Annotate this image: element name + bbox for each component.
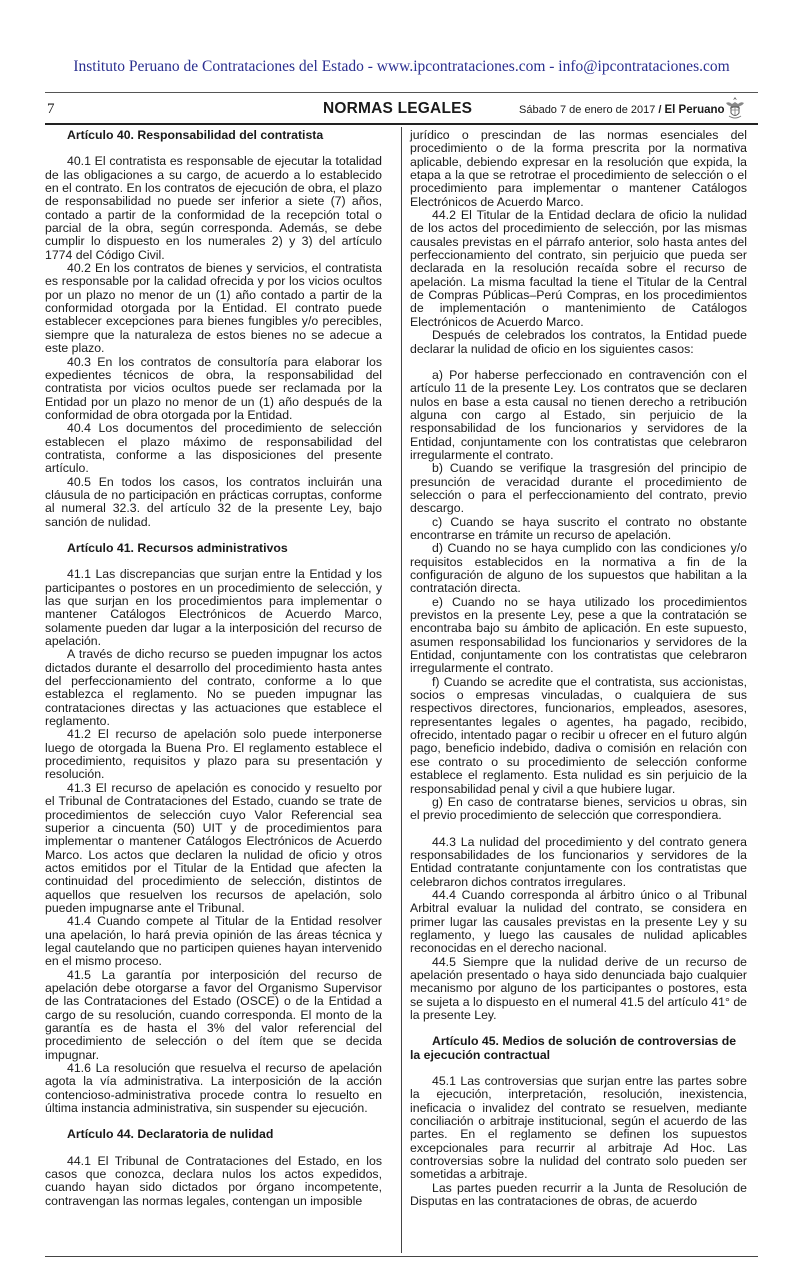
paragraph: 41.2 El recurso de apelación solo puede interponerse luego de otorgada la Buena Pro. El reglamento establece el procedimiento, requisitos y plazo para su presentación y resolución. xyxy=(45,727,382,782)
banner-divider xyxy=(45,92,758,93)
paragraph: Las partes pueden recurrir a la Junta de Resolución de Disputas en las contrataciones de obras, de acuerdo xyxy=(410,1180,747,1209)
article-44-heading: Artículo 44. Declaratoria de nulidad xyxy=(67,1127,274,1142)
paragraph: 40.4 Los documentos del procedimiento de selección establecen el plazo máximo de responsabilidad del contratista, conforme a las disposiciones del presente artículo. xyxy=(45,421,382,476)
page-number: 7 xyxy=(47,101,55,117)
paragraph: 40.5 En todos los casos, los contratos incluirán una cláusula de no participación en prácticas corruptas, conforme al numeral 32.3. del artículo 32 de la presente Ley, bajo sanción de nulidad. xyxy=(45,474,382,529)
list-item: g) En caso de contratarse bienes, servicios u obras, sin el previo procedimiento de selección que correspondiera. xyxy=(410,794,747,823)
masthead xyxy=(45,100,758,122)
list-item: f) Cuando se acredite que el contratista, sus accionistas, socios o empresas vinculadas, o cualquiera de sus respectivos directores, funcionarios, empleados, asesores, representantes legales o agentes, ha pagado, recibido, ofrecido, intentado pagar o recibir u ofrecer en el futuro algún pago, beneficio indebido, dadiva o comisión en relación con ese contrato o su procedimiento de selección conforme establece el reglamento. Esta nulidad es sin perjuicio de la responsabilidad penal y civil a que hubiere lugar. xyxy=(410,674,747,796)
list-item: c) Cuando se haya suscrito el contrato no obstante encontrarse en trámite un recurso de apelación. xyxy=(410,514,747,542)
date-line xyxy=(519,104,725,116)
paragraph: 44.4 Cuando corresponda al árbitro único o al Tribunal Arbitral evaluar la nulidad del contrato, se considera en primer lugar las causales previstas en la presente Ley y su reglamento, y luego las causales de nulidad aplicables reconocidas en el derecho nacional. xyxy=(410,887,747,956)
coat-of-arms-icon xyxy=(724,96,746,120)
paragraph: 40.1 El contratista es responsable de ejecutar la totalidad de las obligaciones a su cargo, de acuerdo a lo establecido en el contrato. En los contratos de ejecución de obra, el plazo de responsabilidad no puede ser inferior a siete (7) años, contado a partir de la conformidad de la recepción total o parcial de la obra, según corresponda. Además, se debe cumplir lo dispuesto en los numerales 2) y 3) del artículo 1774 del Código Civil. xyxy=(45,154,382,262)
left-column xyxy=(45,129,382,1208)
list-item: e) Cuando no se haya utilizado los procedimientos previstos en la presente Ley, pese a que la contratación se encontraba bajo su ámbito de aplicación. En este supuesto, asumen responsabilidad los funcionarios y servidores de la Entidad, conjuntamente con los contratistas que celebraron irregularmente el contrato. xyxy=(410,594,747,676)
paragraph: 41.5 La garantía por interposición del recurso de apelación debe otorgarse a favor del Organismo Supervisor de las Contrataciones del Estado (OSCE) o de la Entidad a cargo de su resolución, cuando corresponda. El monto de la garantía es de hasta el 3% del valor referencial del procedimiento de selección o del ítem que se decida impugnar. xyxy=(45,967,382,1062)
list-item: d) Cuando no se haya cumplido con las condiciones y/o requisitos establecidos en la normativa a fin de la configuración de alguno de los supuestos que habilitan a la contratación directa. xyxy=(410,541,747,596)
paragraph: 41.1 Las discrepancias que surjan entre la Entidad y los participantes o postores en un procedimiento de selección, y las que surjan en los procedimientos para implementar o mantener Catálogos Electrónicos de Acuerdo Marco, solamente pueden dar lugar a la interposición del recurso de apelación. xyxy=(45,567,382,649)
list-item: a) Por haberse perfeccionado en contravención con el artículo 11 de la presente Ley. Los contratos que se declaren nulos en base a esta causal no tienen derecho a retribución alguna con cargo al Estado, sin perjuicio de la responsabilidad de los funcionarios y servidores de la Entidad, conjuntamente con los contratistas que celebraron irregularmente el contrato. xyxy=(410,367,747,462)
paragraph: 44.2 El Titular de la Entidad declara de oficio la nulidad de los actos del procedimiento de selección, por las mismas causales previstas en el párrafo anterior, solo hasta antes del perfeccionamiento del contrato, sin perjuicio que pueda ser declarada en la resolución recaída sobre el recurso de apelación. La misma facultad la tiene el Titular de la Central de Compras Públicas–Perú Compras, en los procedimientos de implementación o mantenimiento de Catálogos Electrónicos de Acuerdo Marco. xyxy=(410,208,747,329)
paragraph: 44.3 La nulidad del procedimiento y del contrato genera responsabilidades de los funcionarios y servidores de la Entidad contratante conjuntamente con los contratistas que celebraron dichos contratos irregulares. xyxy=(410,834,747,889)
paragraph: 41.4 Cuando compete al Titular de la Entidad resolver una apelación, lo hará previa opinión de las áreas técnica y legal cautelando que no participen quienes hayan intervenido en el mismo proceso. xyxy=(45,914,382,969)
footer-divider xyxy=(45,1256,758,1257)
paragraph: 40.2 En los contratos de bienes y servicios, el contratista es responsable por la calidad ofrecida y por los vicios ocultos por un plazo no menor de un (1) año contado a partir de la conformidad otorgada por la Entidad. El contrato puede establecer excepciones para bienes fungibles y/o perecibles, siempre que la naturaleza de estos bienes no se adecue a este plazo. xyxy=(45,261,382,356)
paragraph: 41.3 El recurso de apelación es conocido y resuelto por el Tribunal de Contrataciones del Estado, cuando se trate de procedimientos de selección cuyo Valor Referencial sea superior a cincuenta (50) UIT y de procedimientos para implementar o mantener Catálogos Electrónicos de Acuerdo Marco. Los actos que declaren la nulidad de oficio y otros actos emitidos por el Titular de la Entidad que afecten la continuidad del procedimiento de selección, distintos de aquellos que resuelven los recursos de apelación, solo pueden impugnarse ante el Tribunal. xyxy=(45,780,382,915)
paragraph: 44.5 Siempre que la nulidad derive de un recurso de apelación presentado o haya sido denunciada bajo cualquier mecanismo por alguno de los participantes o postores, esta se sujeta a lo dispuesto en el numeral 41.5 del artículo 41° de la presente Ley. xyxy=(410,954,747,1022)
paragraph: 40.3 En los contratos de consultoría para elaborar los expedientes técnicos de obra, la responsabilidad del contratista por vicios ocultos puede ser reclamada por la Entidad por un plazo no menor de un (1) año después de la conformidad de obra otorgada por la Entidad. xyxy=(45,354,382,422)
article-40-heading: Artículo 40. Responsabilidad del contratista xyxy=(67,128,324,142)
paragraph: Después de celebrados los contratos, la Entidad puede declarar la nulidad de oficio en los siguientes casos: xyxy=(410,328,747,356)
column-divider xyxy=(401,127,402,1253)
paragraph: 41.6 La resolución que resuelva el recurso de apelación agota la vía administrativa. La interposición de la acción contencioso-administrativa procede contra lo resuelto en última instancia administrativa, sin suspender su ejecución. xyxy=(45,1061,382,1116)
paragraph: A través de dicho recurso se pueden impugnar los actos dictados durante el desarrollo del procedimiento hasta antes del perfeccionamiento del contrato, conforme a lo que establezca el reglamento. No se pueden impugnar las contrataciones directas y las actuaciones que establece el reglamento. xyxy=(45,647,382,729)
paragraph-continuation: jurídico o prescindan de las normas esenciales del procedimiento o de la forma prescrita por la normativa aplicable, debiendo expresar en la resolución que expida, la etapa a la que se retrotrae el procedimiento de selección o el procedimiento para implementar o mantener Catálogos Electrónicos de Acuerdo Marco. xyxy=(410,128,747,209)
paragraph: 45.1 Las controversias que surjan entre las partes sobre la ejecución, interpretación, resolución, inexistencia, ineficacia o invalidez del contrato se resuelven, mediante conciliación o arbitraje institucional, según el acuerdo de las partes. En el reglamento se definen los supuestos excepcionales para recurrir al arbitraje Ad Hoc. Las controversias sobre la nulidad del contrato solo pueden ser sometidas a arbitraje. xyxy=(410,1074,747,1182)
issue-date: Sábado 7 de enero de 2017 xyxy=(519,104,656,116)
separator: / xyxy=(658,104,662,116)
right-column xyxy=(410,129,747,1208)
article-41-heading: Artículo 41. Recursos administrativos xyxy=(67,540,288,555)
masthead-divider xyxy=(45,123,758,125)
article-45-heading: Artículo 45. Medios de solución de controversias de la ejecución contractual xyxy=(410,1034,737,1062)
publisher-banner: Instituto Peruano de Contrataciones del Estado - www.ipcontrataciones.com - info@ipcontrataciones.com xyxy=(73,58,730,75)
paper-name: El Peruano xyxy=(664,104,725,116)
list-item: b) Cuando se verifique la trasgresión del principio de presunción de veracidad durante el procedimiento de selección o para el perfeccionamiento del contrato, previo descargo. xyxy=(410,461,747,516)
section-title: NORMAS LEGALES xyxy=(323,100,473,117)
paragraph: 44.1 El Tribunal de Contrataciones del Estado, en los casos que conozca, declara nulos los actos expedidos, cuando hayan sido dictados por órgano incompetente, contravengan las normas legales, contengan un imposible xyxy=(45,1153,382,1208)
